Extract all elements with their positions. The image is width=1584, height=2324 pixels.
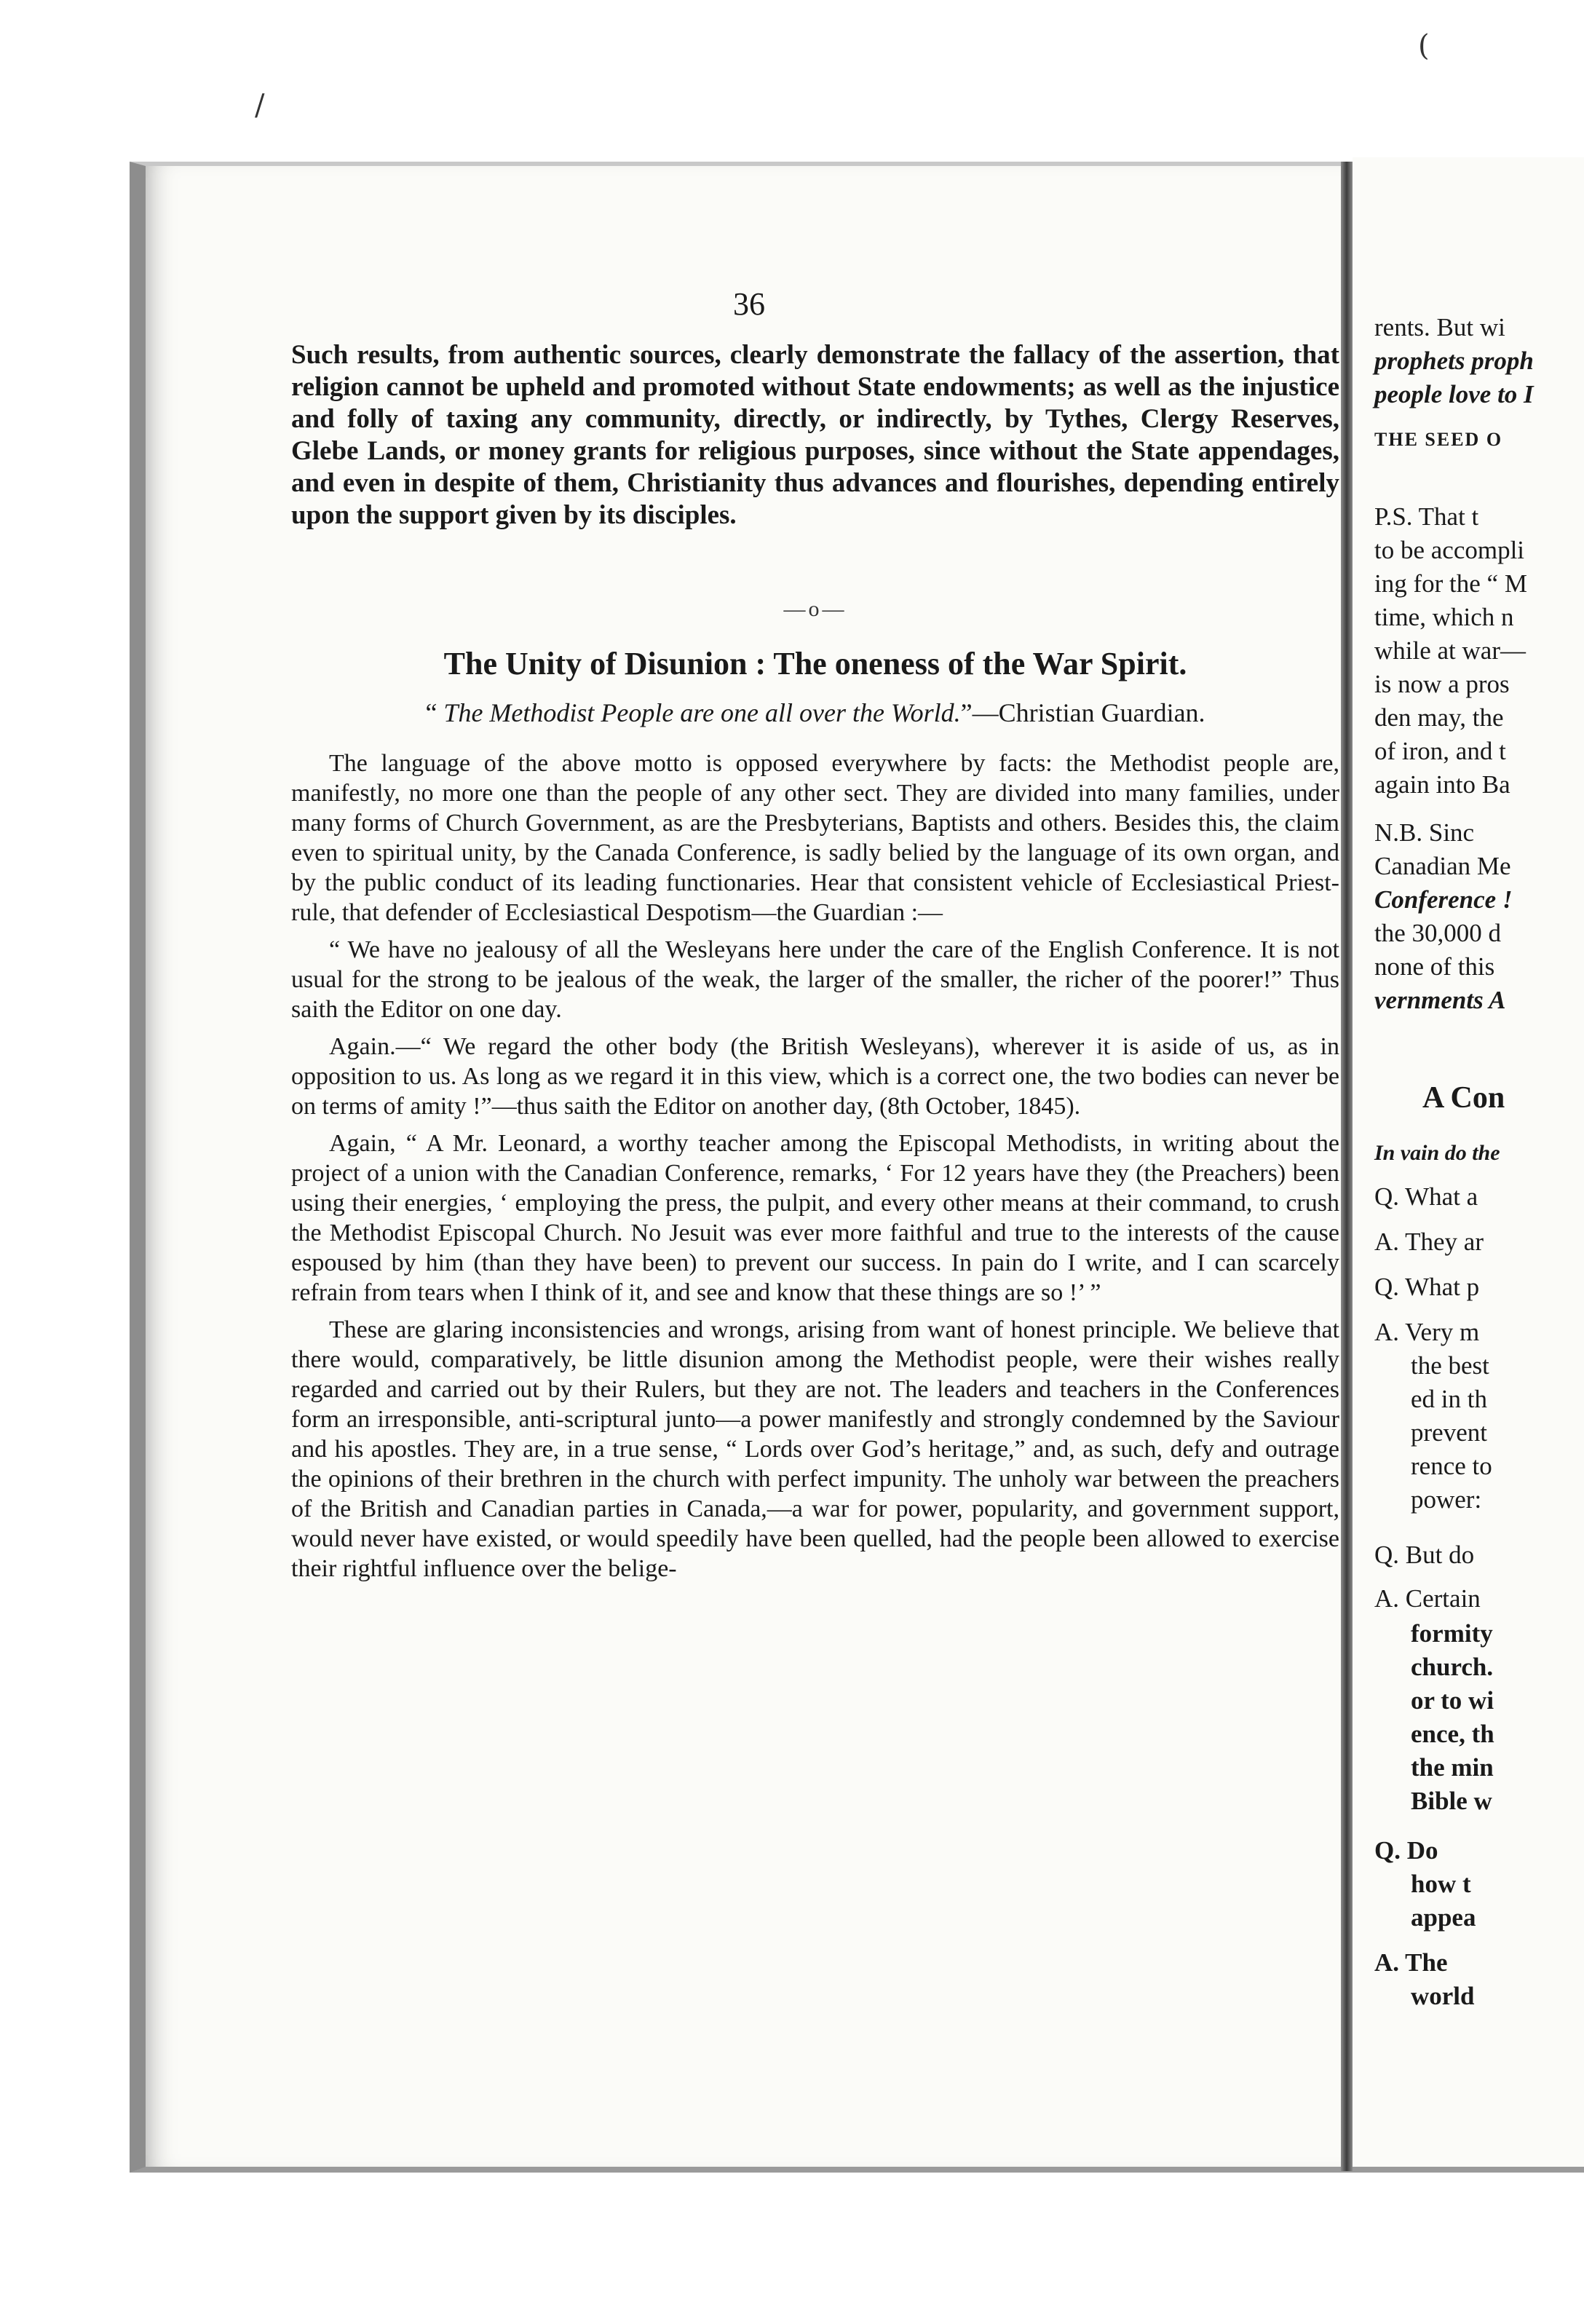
left-page [130, 162, 1353, 2173]
fragment-line: the 30,000 d [1374, 919, 1502, 947]
fragment-line: world [1411, 1982, 1475, 2010]
motto-attribution: ”—Christian Guardian. [960, 698, 1205, 727]
fragment-line: power: [1411, 1485, 1482, 1514]
fragment-line: church. [1411, 1653, 1494, 1681]
fragment-line: formity [1411, 1619, 1493, 1648]
fragment-line: A. Certain [1374, 1584, 1481, 1613]
fragment-line: A. They ar [1374, 1228, 1484, 1256]
fragment-line: while at war— [1374, 636, 1526, 665]
fragment-line: the best [1411, 1351, 1489, 1380]
paragraph-text: Such results, from authentic sources, clearly demonstrate the fallacy of the assertion, that religion cannot be upheld and promoted without State endowments; as well as the injustice and folly of taxing any community, directly, or indirectly, by Tythes, Clergy Reserves, Glebe Lands, or money grants for religious purposes, since without the State appendages, and even in despite of them, Christianity thus advances and flourishes, depending entirely upon the support given by its disciples. [291, 340, 1339, 530]
fragment-line: ing for the “ M [1374, 569, 1527, 598]
fragment-line: Canadian Me [1374, 852, 1511, 880]
scan-mark: ( [1418, 29, 1430, 63]
fragment-line: A. The [1374, 1948, 1448, 1977]
right-page [1353, 157, 1584, 2173]
section-title: The Unity of Disunion : The oneness of the War Spirit. [443, 646, 1187, 681]
fragment-line: the min [1411, 1753, 1494, 1782]
intro-paragraph [291, 339, 1339, 531]
motto-quote: The Methodist People are one all over the World. [443, 698, 961, 727]
paragraph: The language of the above motto is opposed everywhere by facts: the Methodist people are, manifestly, no more one than the people of any other sect. They are divided into many families, under many forms of Church Government, as are the Presbyterians, Baptists and others. Besides this, the claim even to spiritual unity, by the Canada Conference, is sadly belied by the language of its own organ, and by the public conduct of its leading functionaries. Hear that consistent vehicle of Ecclesiastical Priest-rule, that defender of Ecclesiastical Despotism—the Guardian :— [291, 750, 1339, 926]
fragment-heading: A Con [1422, 1081, 1505, 1115]
fragment-line: none of this [1374, 952, 1495, 981]
fragment-line: is now a pros [1374, 670, 1510, 698]
fragment-line: appea [1411, 1903, 1476, 1932]
fragment-line: ence, th [1411, 1720, 1494, 1748]
fragment-line: time, which n [1374, 603, 1514, 631]
fragment-line: ed in th [1411, 1385, 1487, 1413]
fragment-line: people love to I [1374, 380, 1534, 408]
fragment-line: Bible w [1411, 1787, 1492, 1815]
fragment-line: prevent [1411, 1418, 1487, 1447]
fragment-line: or to wi [1411, 1686, 1494, 1715]
page-number: 36 [733, 286, 765, 322]
fragment-line: Q. What p [1374, 1273, 1480, 1301]
body-text [291, 748, 1339, 1584]
paragraph: These are glaring inconsistencies and wrongs, arising from want of honest principle. We believe that there would, comparatively, be little disunion among the Methodist people, were their wishes really regarded and carried out by their Rulers, but they are not. The leaders and teachers in the Conferences form an irresponsible, anti-scriptural junto—a power manifestly and strongly condemned by the Saviour and his apostles. They are, in a true sense, “ Lords over God’s heritage,” and, as such, defy and outrage the opinions of their brethren in the church with perfect impunity. The unholy war between the preachers of the British and Canadian parties in Canada,—a war for power, popularity, and government support, would never have existed, or would speedily have been quelled, had the people been allowed to exercise their rightful influence over the belige- [291, 1316, 1339, 1582]
fragment-line: to be accompli [1374, 536, 1525, 564]
fragment-line: den may, the [1374, 703, 1504, 732]
fragment-line: Q. Do [1374, 1836, 1438, 1865]
fragment-line: A. Very m [1374, 1318, 1480, 1346]
section-divider: —o— [783, 597, 847, 621]
book-gutter [1341, 162, 1353, 2171]
fragment-line: Q. What a [1374, 1182, 1478, 1211]
fragment-line: In vain do the [1374, 1141, 1500, 1165]
paragraph: Again.—“ We regard the other body (the British Wesleyans), wherever it is aside of us, as in opposition to us. As long as we regard it in this view, which is a correct one, the two bodies can never be on terms of amity !”—thus saith the Editor on another day, (8th October, 1845). [291, 1033, 1339, 1120]
fragment-line: Conference ! [1374, 885, 1513, 914]
fragment-line: of iron, and t [1374, 737, 1506, 765]
paragraph: Again, “ A Mr. Leonard, a worthy teacher among the Episcopal Methodists, in writing about the project of a union with the Canadian Conference, remarks, ‘ For 12 years have they (the Preachers) been using their energies, ‘ employing the press, the pulpit, and every other means at their command, to crush the Methodist Episcopal Church. No Jesuit was ever more faithful and true to the interests of the cause espoused by him (than they have been) to prevent our success. In pain do I write, and I can scarcely refrain from tears when I think of it, and see and know that these things are so !’ ” [291, 1130, 1339, 1306]
paragraph: “ We have no jealousy of all the Wesleyans here under the care of the English Conference. It is not usual for the strong to be jealous of the weak, the larger of the smaller, the richer of the poorer!” Thus saith the Editor on one day. [291, 936, 1339, 1023]
fragment-line: THE SEED O [1374, 429, 1503, 450]
fragment-line: again into Ba [1374, 770, 1510, 799]
fragment-line: how t [1411, 1870, 1471, 1898]
scan-mark: / [255, 89, 265, 122]
fragment-line: rents. But wi [1374, 313, 1505, 341]
motto [291, 697, 1339, 728]
motto-open-quote: “ [425, 698, 437, 727]
fragment-line: Q. But do [1374, 1541, 1475, 1569]
fragment-line: N.B. Sinc [1374, 818, 1475, 847]
fragment-line: prophets proph [1374, 347, 1534, 375]
fragment-line: vernments A [1374, 986, 1506, 1014]
fragment-line: P.S. That t [1374, 502, 1479, 531]
fragment-line: rence to [1411, 1452, 1492, 1480]
